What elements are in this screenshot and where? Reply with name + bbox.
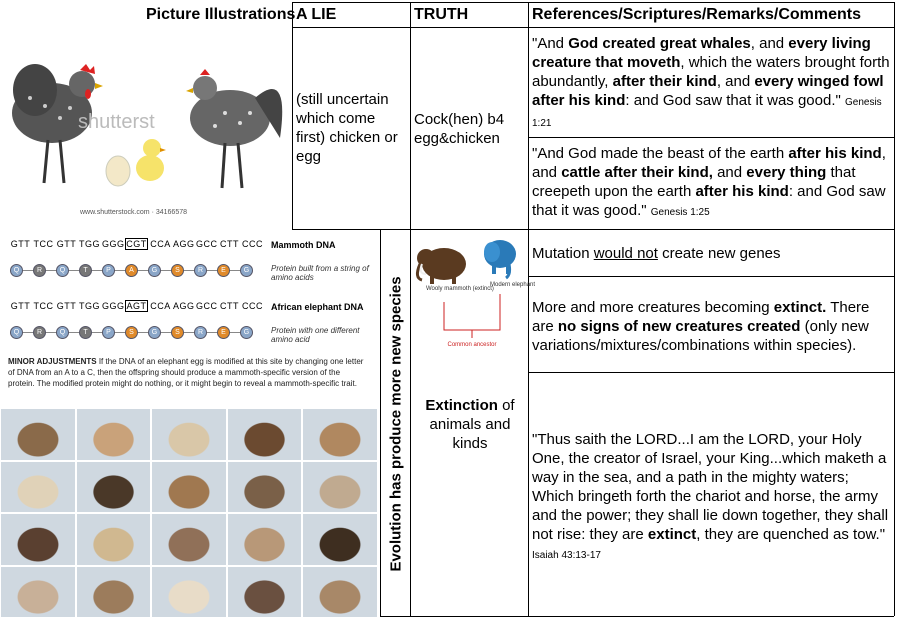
codon: GTT: [10, 301, 31, 311]
puppy-photo-tile: [302, 513, 378, 566]
right-hen-icon: [186, 69, 282, 188]
table-top-border: [292, 2, 894, 3]
codon: AGT: [126, 301, 147, 311]
puppy-photo-tile: [76, 408, 152, 461]
isaiah-43-cite: Isaiah 43:13-17: [532, 550, 601, 561]
puppy-photo-tile: [0, 461, 76, 514]
col-line-truth-left: [410, 2, 411, 616]
codon: GTT: [56, 301, 77, 311]
amino-acid-bead: Q: [56, 264, 69, 277]
puppy-photo-tile: [151, 566, 227, 619]
mammoth-codons: [10, 238, 263, 250]
codon: GGG: [102, 301, 125, 311]
codon: CCC: [242, 239, 263, 249]
row1-truth-text: Cock(hen) b4 egg&chicken: [414, 111, 505, 147]
mammoth-dna-title: Mammoth DNA: [271, 240, 336, 250]
header-refs: References/Scriptures/Remarks/Comments: [532, 6, 862, 23]
elephant-icon: [484, 240, 516, 278]
amino-acid-bead: Q: [10, 326, 23, 339]
header-pictures: Picture Illustrations: [146, 6, 296, 23]
amino-acid-bead: Q: [10, 264, 23, 277]
puppy-photo-tile: [151, 408, 227, 461]
watermark-caption: www.shutterstock.com · 34166578: [80, 209, 187, 216]
amino-acid-bead: R: [194, 264, 207, 277]
row1-ref2: "And God made the beast of the earth after his kind, and cattle after their kind, and every thing that creepeth upon the earth after his kind: and God saw that it was good." Genesis 1:25: [532, 145, 886, 219]
amino-acid-bead: G: [240, 326, 253, 339]
header-truth: TRUTH: [414, 6, 469, 23]
codon: GCC: [196, 301, 218, 311]
codon: TGG: [79, 301, 100, 311]
col-line-refs-left: [528, 2, 529, 616]
amino-acid-bead: E: [217, 326, 230, 339]
puppy-photo-tile: [0, 566, 76, 619]
row1-ref1: "And God created great whales, and every living creature that moveth, which the waters brought forth abundantly, after their kind, and every winged fowl after his kind: and God saw that it was good." Genesis 1:21: [532, 35, 890, 129]
amino-acid-bead: S: [171, 264, 184, 277]
row2-ref1: Mutation would not create new genes: [532, 245, 781, 262]
codon: AGG: [173, 301, 195, 311]
puppy-photo-tile: [151, 461, 227, 514]
amino-acid-bead: G: [240, 264, 253, 277]
col-line-lie-left: [292, 2, 293, 229]
codon: CCC: [242, 301, 263, 311]
codon: TGG: [79, 239, 100, 249]
row1-bottom-border: [292, 229, 894, 230]
puppy-photo-tile: [0, 513, 76, 566]
amino-acid-bead: A: [125, 264, 138, 277]
puppy-photo-tile: [227, 408, 303, 461]
amino-acid-bead: G: [148, 264, 161, 277]
mammoth-label: Wooly mammoth (extinct): [426, 286, 494, 292]
header-lie: A LIE: [296, 6, 337, 23]
genesis-1-25-cite: Genesis 1:25: [650, 207, 710, 218]
col-line-right: [894, 2, 895, 616]
watermark-text: shutterst: [78, 111, 155, 133]
codon: TCC: [33, 301, 54, 311]
codon: GGG: [102, 239, 125, 249]
chicken-illustration: [0, 28, 292, 228]
codon: AGG: [173, 239, 195, 249]
ref-divider-1: [528, 137, 894, 138]
amino-acid-bead: R: [194, 326, 207, 339]
puppy-photo-tile: [227, 461, 303, 514]
puppy-photo-tile: [302, 408, 378, 461]
genesis-1-21-cite: Genesis 1:21: [532, 97, 882, 129]
codon: CCA: [150, 301, 171, 311]
egg-icon: [106, 156, 130, 186]
row2-ref3: "Thus saith the LORD...I am the LORD, your Holy One, the creator of Israel, your King...which maketh a way in the sea, and a path in the mighty waters; Which bringeth forth the chariot and horse, the army and the power; they shall lie down together, they shall not rise: they are extinct, they are quenched as tow." Isaiah 43:13-17: [532, 431, 889, 561]
codon: CGT: [126, 239, 147, 249]
puppy-photo-tile: [227, 566, 303, 619]
codon: GTT: [10, 239, 31, 249]
elephant-protein-desc: Protein with one different amino acid: [271, 326, 360, 344]
amino-acid-bead: T: [79, 264, 92, 277]
ancestor-label: Common ancestor: [447, 342, 497, 348]
row2-truth-text: Extinction of animals and kinds: [425, 397, 515, 452]
puppy-photo-tile: [302, 461, 378, 514]
row2-ref2: More and more creatures becoming extinct. There are no signs of new creatures created (only new variations/mixtures/combinations within species).: [532, 299, 870, 354]
table-bottom-border: [380, 616, 894, 617]
amino-acid-bead: S: [171, 326, 184, 339]
puppy-photo-tile: [227, 513, 303, 566]
row2-lie-vertical-text: Evolution has produce more new species: [387, 276, 405, 572]
dna-figure: [4, 238, 378, 408]
amino-acid-bead: T: [79, 326, 92, 339]
ref-divider-3: [528, 372, 894, 373]
puppy-photo-tile: [151, 513, 227, 566]
codon: GCC: [196, 239, 218, 249]
mammoth-protein-desc: Protein built from a string of amino acids: [271, 264, 369, 282]
elephant-dna-title: African elephant DNA: [271, 302, 364, 312]
elephant-protein-beads: [10, 326, 260, 340]
codon: TCC: [33, 239, 54, 249]
row1-lie-text: (still uncertain which come first) chicken or egg: [296, 91, 398, 165]
amino-acid-bead: E: [217, 264, 230, 277]
puppy-photo-grid: [0, 408, 378, 618]
codon: CTT: [220, 301, 239, 311]
common-ancestor-diagram: [414, 234, 536, 364]
amino-acid-bead: P: [102, 326, 115, 339]
chick-icon: [136, 139, 166, 181]
amino-acid-bead: P: [102, 264, 115, 277]
amino-acid-bead: R: [33, 264, 46, 277]
elephant-codons: [10, 300, 263, 312]
mammoth-icon: [417, 248, 466, 284]
mammoth-protein-beads: [10, 264, 260, 278]
elephant-label: Modern elephant: [490, 282, 536, 288]
header-bottom-border: [292, 27, 894, 28]
puppy-photo-tile: [0, 408, 76, 461]
ref-divider-2: [528, 276, 894, 277]
amino-acid-bead: S: [125, 326, 138, 339]
minor-adjustments-text: MINOR ADJUSTMENTS If the DNA of an elephant egg is modified at this site by changing one letter of DNA from an A to a C, then the offspring should produce a mammoth-specific version of the protein. The modified protein might do nothing, or it might begin to reveal a mammoth-specific trait.: [8, 357, 364, 388]
amino-acid-bead: G: [148, 326, 161, 339]
codon: GTT: [56, 239, 77, 249]
puppy-photo-tile: [76, 461, 152, 514]
codon: CTT: [220, 239, 239, 249]
codon: CCA: [150, 239, 171, 249]
amino-acid-bead: Q: [56, 326, 69, 339]
puppy-photo-tile: [76, 513, 152, 566]
puppy-photo-tile: [76, 566, 152, 619]
amino-acid-bead: R: [33, 326, 46, 339]
puppy-photo-tile: [302, 566, 378, 619]
col-line-lie2-left: [380, 229, 381, 616]
